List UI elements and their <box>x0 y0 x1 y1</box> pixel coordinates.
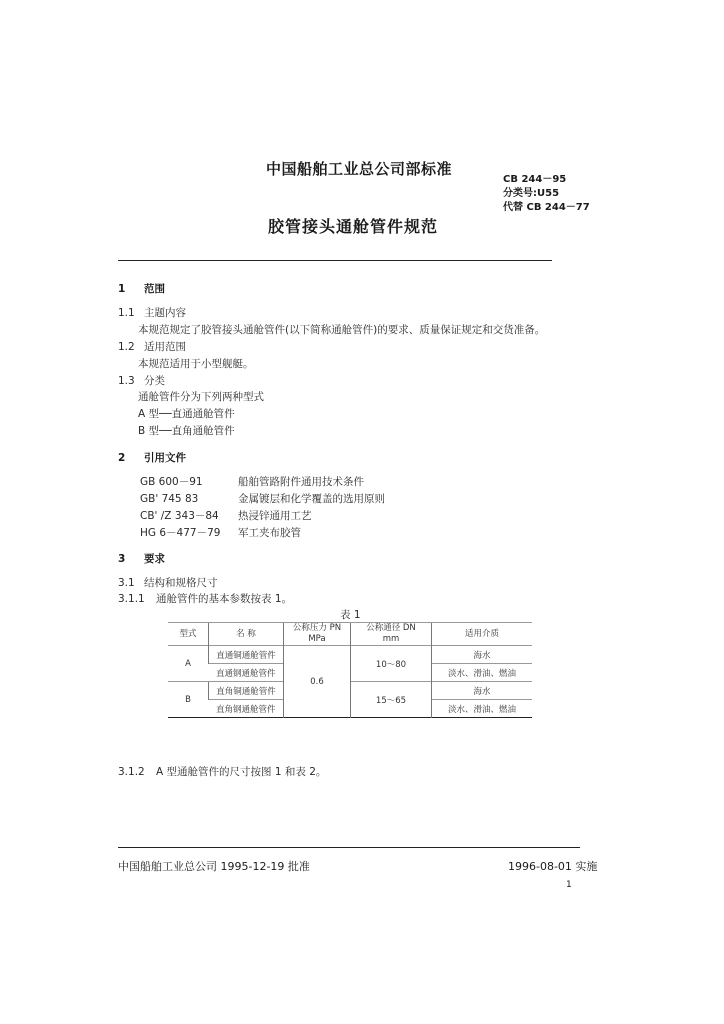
media-cell: 淡水、滑油、燃油 <box>432 664 533 682</box>
section-number: 3.1.2 <box>118 766 145 778</box>
section-1-1-text: 本规范规定了胶管接头通舱管件(以下简称通舱管件)的要求、质量保证规定和交货准备。 <box>138 324 546 336</box>
classification-number: 分类号:U55 <box>503 188 560 199</box>
reference-code: GB 600－91 <box>140 476 203 488</box>
section-title: 范围 <box>144 283 165 295</box>
name-cell: 直角铜通舱管件 <box>209 682 284 700</box>
pressure-cell: 0.6 <box>284 646 351 718</box>
diameter-unit: mm <box>382 634 400 644</box>
table-header-row <box>168 623 532 646</box>
group-a-cell: A <box>168 646 209 682</box>
issuing-organization: 中国船舶工业总公司部标准 <box>266 160 453 178</box>
table-row <box>168 682 532 700</box>
section-number: 3.1.1 <box>118 593 145 605</box>
section-number: 1.1 <box>118 307 135 319</box>
approval-date: 中国船舶工业总公司 1995-12-19 批准 <box>118 860 310 873</box>
section-3-1-2 <box>118 764 326 779</box>
section-text: 通舱管件的基本参数按表 1。 <box>156 593 293 605</box>
reference-name: 军工夹布胶管 <box>238 527 301 539</box>
section-3-1-heading <box>118 575 218 590</box>
table-row <box>168 646 532 664</box>
header-diameter <box>351 623 432 646</box>
pressure-unit: MPa <box>308 634 326 644</box>
section-number: 3.1 <box>118 577 135 589</box>
media-cell: 海水 <box>432 682 533 700</box>
pressure-label: 公称压力 PN <box>292 623 342 633</box>
name-cell: 直角钢通舱管件 <box>209 700 284 718</box>
media-cell: 淡水、滑油、燃油 <box>432 700 533 718</box>
section-1-1-heading <box>118 305 186 320</box>
reference-item <box>140 491 385 506</box>
section-number: 1.3 <box>118 375 135 387</box>
section-1-2-heading <box>118 339 186 354</box>
reference-code: GB' 745 83 <box>140 493 199 505</box>
diameter-a-cell: 10～80 <box>351 646 432 682</box>
reference-name: 船舶管路附件通用技术条件 <box>238 476 364 488</box>
group-b-cell: B <box>168 682 209 718</box>
section-title: 主题内容 <box>144 307 186 319</box>
section-text: A 型通舱管件的尺寸按图 1 和表 2。 <box>156 766 327 778</box>
reference-item <box>140 474 364 489</box>
type-a-item: A 型──直通通舱管件 <box>138 408 235 420</box>
section-1-3-text: 通舱管件分为下列两种型式 <box>138 391 264 403</box>
reference-code: HG 6－477－79 <box>140 527 221 539</box>
header-media: 适用介质 <box>432 623 533 646</box>
name-cell: 直通钢通舱管件 <box>209 664 284 682</box>
replaces-standard: 代替 CB 244－77 <box>503 202 590 213</box>
reference-item <box>140 525 301 540</box>
document-title: 胶管接头通舱管件规范 <box>268 217 439 236</box>
page-number: 1 <box>566 880 572 890</box>
footer-divider <box>118 847 580 848</box>
parameters-table <box>168 622 532 718</box>
name-cell: 直通铜通舱管件 <box>209 646 284 664</box>
section-1-heading <box>118 281 165 296</box>
type-b-item: B 型──直角通舱管件 <box>138 425 235 437</box>
header-divider <box>118 260 552 261</box>
reference-item <box>140 508 312 523</box>
standard-number: CB 244－95 <box>503 174 567 185</box>
header-pressure <box>284 623 351 646</box>
diameter-b-cell: 15～65 <box>351 682 432 718</box>
section-number: 3 <box>118 553 126 565</box>
diameter-label: 公称通径 DN <box>366 623 416 633</box>
effective-date: 1996-08-01 实施 <box>508 860 598 873</box>
section-title: 引用文件 <box>144 452 186 464</box>
section-title: 结构和规格尺寸 <box>144 577 218 589</box>
section-3-heading <box>118 551 165 566</box>
section-title: 分类 <box>144 375 165 387</box>
section-1-3-heading <box>118 373 165 388</box>
section-number: 2 <box>118 452 126 464</box>
section-2-heading <box>118 450 186 465</box>
section-number: 1.2 <box>118 341 135 353</box>
media-cell: 海水 <box>432 646 533 664</box>
header-name: 名 称 <box>209 623 284 646</box>
section-number: 1 <box>118 283 126 295</box>
reference-name: 热浸锌通用工艺 <box>238 510 312 522</box>
section-title: 要求 <box>144 553 165 565</box>
reference-code: CB' /Z 343－84 <box>140 510 219 522</box>
section-3-1-1 <box>118 591 292 606</box>
standard-codes <box>503 173 590 215</box>
reference-name: 金属镀层和化学覆盖的选用原则 <box>238 493 385 505</box>
section-1-2-text: 本规范适用于小型舰艇。 <box>138 358 254 370</box>
section-title: 适用范围 <box>144 341 186 353</box>
header-type: 型式 <box>168 623 209 646</box>
table-caption: 表 1 <box>340 609 361 621</box>
